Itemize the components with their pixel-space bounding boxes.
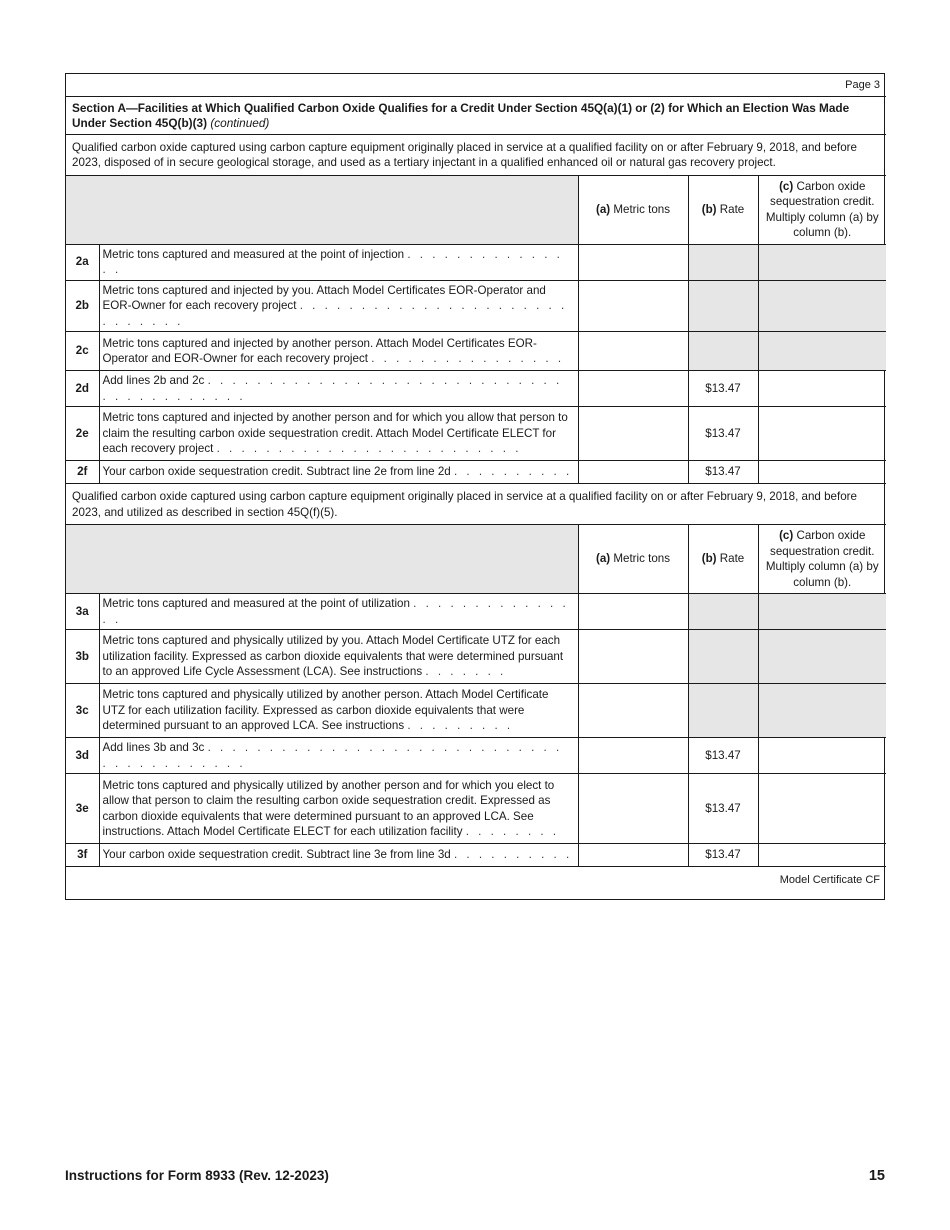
credit-field[interactable]: [758, 371, 886, 407]
section-title-suffix: (continued): [210, 116, 270, 130]
line-description: [99, 407, 578, 461]
rate-value: $13.47: [688, 774, 758, 844]
line-description: [99, 738, 578, 774]
rate-cell-shaded: [688, 630, 758, 684]
part3-col-a-label: Metric tons: [610, 552, 671, 566]
leader-dots: . . . . . . . . . . . . . . .: [102, 597, 569, 626]
metric-tons-field[interactable]: [578, 844, 688, 867]
line-number: 2d: [66, 371, 99, 407]
line-description: [99, 774, 578, 844]
line-number: 2e: [66, 407, 99, 461]
line-description: [99, 461, 578, 484]
rate-value: $13.47: [688, 371, 758, 407]
part3-col-b-letter: (b): [701, 552, 717, 566]
leader-dots: . . . . . . . . . .: [453, 848, 573, 862]
credit-field[interactable]: [758, 844, 886, 867]
leader-dots: . . . . . . . . .: [407, 719, 514, 733]
leader-dots: . . . . . . . . . . . . . . . . . . . . . . . . . . . . . . . . . . . . . . . . .: [102, 741, 563, 770]
rate-cell-shaded: [688, 332, 758, 371]
leader-dots: . . . . . . . . . .: [453, 465, 573, 479]
line-number: 3c: [66, 684, 99, 738]
credit-cell-shaded: [758, 594, 886, 630]
line-text: Add lines 2b and 2c: [102, 374, 205, 387]
form-table: [66, 74, 886, 899]
part3-col-b-label: Rate: [716, 552, 745, 566]
line-description: [99, 844, 578, 867]
line-text: Metric tons captured and measured at the point of utilization: [102, 597, 410, 610]
credit-field[interactable]: [758, 461, 886, 484]
part2-col-b-letter: (b): [701, 202, 717, 216]
part2-col-c-label: Carbon oxide sequestration credit. Multiply column (a) by column (b).: [765, 179, 879, 239]
credit-field[interactable]: [758, 738, 886, 774]
line-text: Your carbon oxide sequestration credit. Subtract line 2e from line 2d: [102, 465, 451, 479]
part2-col-b-header: [688, 175, 758, 244]
part2-col-c-header: [758, 175, 886, 244]
metric-tons-field[interactable]: [578, 630, 688, 684]
part3-col-c-letter: (c): [779, 529, 794, 542]
rate-value: $13.47: [688, 461, 758, 484]
part2-intro: Qualified carbon oxide captured using carbon capture equipment originally placed in service at a qualified facility on or after February 9, 2018, and before 2023, disposed of in secure geological storage, and used as a tertiary injectant in a qualified enhanced oil or natural gas recovery project.: [66, 134, 886, 175]
leader-dots: . . . . . . . . . . . . . . . . . . . . . . . . . . . . .: [102, 299, 568, 328]
part3-intro: Qualified carbon oxide captured using carbon capture equipment originally placed in service at a qualified facility on or after February 9, 2018, and before 2023, and utilized as described in section 45Q(f)(5).: [66, 484, 886, 525]
line-number: 2c: [66, 332, 99, 371]
line-text: Metric tons captured and injected by you. Attach Model Certificates EOR-Operator and EOR-Owner for each recovery project: [102, 283, 546, 312]
leader-dots: . . . . . . . .: [465, 825, 560, 838]
credit-field[interactable]: [758, 407, 886, 461]
rate-cell-shaded: [688, 280, 758, 332]
part3-col-c-label: Carbon oxide sequestration credit. Multiply column (a) by column (b).: [765, 529, 879, 589]
metric-tons-field[interactable]: [578, 738, 688, 774]
line-description: [99, 371, 578, 407]
line-number: 2f: [66, 461, 99, 484]
line-description: [99, 630, 578, 684]
part2-col-b-label: Rate: [716, 202, 745, 216]
metric-tons-field[interactable]: [578, 244, 688, 280]
part3-col-c-header: [758, 525, 886, 594]
part2-col-a-letter: (a): [595, 202, 611, 216]
credit-cell-shaded: [758, 630, 886, 684]
line-text: Metric tons captured and physically utilized by another person. Attach Model Certificate UTZ for each utilization facility. Expressed as carbon dioxide equivalents that were determined pursuant to an approved LCA. See instructions: [102, 688, 549, 733]
line-text: Add lines 3b and 3c: [102, 741, 205, 754]
rate-cell-shaded: [688, 594, 758, 630]
leader-dots: . . . . . . . . . . . . . . . . . . . . . . . . .: [216, 442, 522, 456]
credit-cell-shaded: [758, 244, 886, 280]
line-description: [99, 594, 578, 630]
line-number: 3f: [66, 844, 99, 867]
leader-dots: . . . . . . .: [425, 665, 507, 679]
metric-tons-field[interactable]: [578, 684, 688, 738]
rate-cell-shaded: [688, 244, 758, 280]
document-title-footer: Instructions for Form 8933 (Rev. 12-2023): [65, 1168, 329, 1183]
line-text: Metric tons captured and physically utilized by another person and for which you elect to allow that person to claim the resulting carbon oxide sequestration credit. Expressed as carbon dioxide equivalents that were determined pursuant to an approved LCA. See instructions. Attach Model Certificate ELECT for each utilization facility: [102, 778, 555, 838]
leader-dots: . . . . . . . . . . . . . . . .: [371, 352, 565, 365]
metric-tons-field[interactable]: [578, 407, 688, 461]
metric-tons-field[interactable]: [578, 594, 688, 630]
line-description: [99, 684, 578, 738]
line-text: Metric tons captured and physically utilized by you. Attach Model Certificate UTZ for each utilization facility. Expressed as carbon dioxide equivalents that were determined pursuant to an approved Life Cycle Assessment (LCA). See instructions: [102, 634, 564, 679]
section-title: [66, 96, 886, 134]
part2-col-a-label: Metric tons: [610, 202, 671, 216]
line-text: Metric tons captured and injected by another person. Attach Model Certificates EOR-Operator and EOR-Owner for each recovery project: [102, 336, 537, 365]
rate-value: $13.47: [688, 844, 758, 867]
part3-col-a-header: [578, 525, 688, 594]
page-label: Page 3: [66, 74, 886, 96]
credit-field[interactable]: [758, 774, 886, 844]
part3-header-blank: [66, 525, 578, 594]
credit-cell-shaded: [758, 684, 886, 738]
model-certificate-form: [65, 73, 885, 900]
line-text: Your carbon oxide sequestration credit. Subtract line 3e from line 3d: [102, 848, 451, 862]
leader-dots: . . . . . . . . . . . . . . .: [102, 247, 563, 276]
line-number: 2a: [66, 244, 99, 280]
rate-value: $13.47: [688, 407, 758, 461]
credit-cell-shaded: [758, 280, 886, 332]
metric-tons-field[interactable]: [578, 371, 688, 407]
metric-tons-field[interactable]: [578, 332, 688, 371]
line-description: [99, 244, 578, 280]
rate-value: $13.47: [688, 738, 758, 774]
line-number: 3a: [66, 594, 99, 630]
metric-tons-field[interactable]: [578, 280, 688, 332]
part2-col-a-header: [578, 175, 688, 244]
part3-col-b-header: [688, 525, 758, 594]
leader-dots: . . . . . . . . . . . . . . . . . . . . . . . . . . . . . . . . . . . . . . . . .: [102, 374, 563, 403]
part2-header-blank: [66, 175, 578, 244]
page-number: 15: [868, 1168, 885, 1184]
line-number: 3b: [66, 630, 99, 684]
credit-cell-shaded: [758, 332, 886, 371]
line-number: 3e: [66, 774, 99, 844]
form-footer-label: Model Certificate CF: [66, 867, 886, 899]
part3-col-a-letter: (a): [595, 552, 611, 566]
line-description: [99, 280, 578, 332]
section-title-text: Section A—Facilities at Which Qualified Carbon Oxide Qualifies for a Credit Under Section 45Q(a)(1) or (2) for Which an Election Was Made Under Section 45Q(b)(3): [72, 100, 850, 130]
line-description: [99, 332, 578, 371]
line-number: 3d: [66, 738, 99, 774]
line-text: Metric tons captured and injected by another person and for which you allow that person to claim the resulting carbon oxide sequestration credit. Attach Model Certificate ELECT for each recovery project: [102, 411, 568, 456]
part2-col-c-letter: (c): [779, 179, 794, 193]
rate-cell-shaded: [688, 684, 758, 738]
line-number: 2b: [66, 280, 99, 332]
line-text: Metric tons captured and measured at the point of injection: [102, 247, 405, 261]
metric-tons-field[interactable]: [578, 774, 688, 844]
metric-tons-field[interactable]: [578, 461, 688, 484]
